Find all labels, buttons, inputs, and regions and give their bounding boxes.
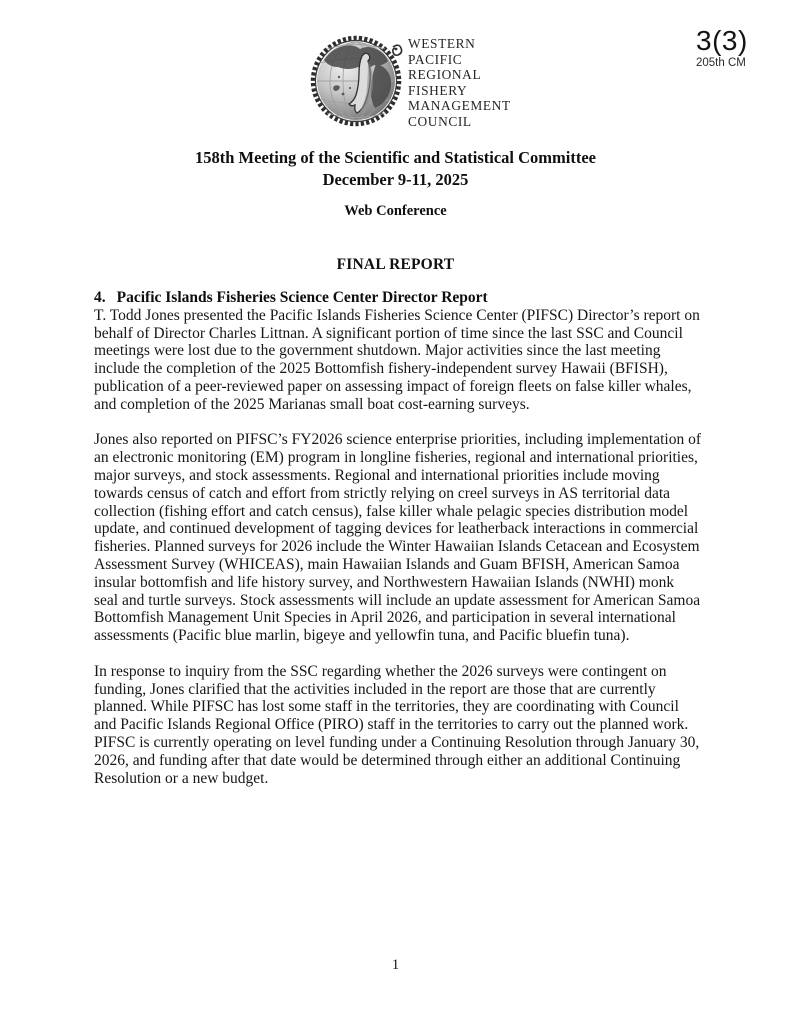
section-number: 4.: [94, 289, 106, 306]
doc-number: 3(3): [696, 25, 748, 56]
paragraph: Jones also reported on PIFSC’s FY2026 science enterprise priorities, including implementation of an electronic monitoring (EM) program in longline fisheries, regional and international priorities, major surveys, and stock assessments. Regional and international priorities include moving towards census of catch and effort from strictly relying on creel surveys in AS territorial data collection (fishing effort and catch census), false killer whale pelagic species distribution model update, and continued development of tagging devices for leatherback interactions in commercial fisheries. Planned surveys for 2026 include the Winter Hawaiian Islands Cetacean and Ecosystem Assessment Survey (WHICEAS), main Hawaiian Islands and Guam BFISH, American Samoa insular bottomfish and life history survey, and Northwestern Hawaiian Islands (NWHI) monk seal and turtle surveys. Stock assessments will include an update assessment for American Samoa Bottomfish Management Unit Species in April 2026, and participation in several international assessments (Pacific blue marlin, bigeye and yellowfin tuna, and Pacific bluefin tuna).: [94, 431, 701, 645]
org-name-line: REGIONAL: [408, 67, 482, 83]
paragraph: T. Todd Jones presented the Pacific Islands Fisheries Science Center (PIFSC) Director’s report on behalf of Director Charles Littnan. A significant portion of time since the last SSC and Council meetings were lost due to the government shutdown. Major activities since the last meeting include the completion of the 2025 Bottomfish fishery-independent survey Hawaii (BFISH), publication of a peer-reviewed paper on assessing impact of foreign fleets on false killer whales, and completion of the 2025 Marianas small boat cost-earning surveys.: [94, 306, 700, 413]
org-name-line: PACIFIC: [408, 51, 463, 67]
org-name-line: MANAGEMENT: [408, 98, 511, 114]
meeting-title-line1: 158th Meeting of the Scientific and Statistical Committee: [195, 148, 596, 167]
section-heading-text: Pacific Islands Fisheries Science Center Director Report: [116, 289, 488, 306]
section-heading: [94, 289, 702, 307]
paragraph: In response to inquiry from the SSC regarding whether the 2026 surveys were contingent on funding, Jones clarified that the activities included in the report are those that are currently planned. While PIFSC has lost some staff in the territories, they are coordinating with Council and Pacific Islands Regional Office (PIRO) staff in the territories to carry out the planned work. PIFSC is currently operating on level funding under a Continuing Resolution through January 30, 2026, and funding after that date would be determined through either an additional Continuing Resolution or a new budget.: [94, 662, 700, 787]
meeting-title: [0, 147, 791, 190]
report-label: FINAL REPORT: [336, 256, 455, 273]
globe-frigatebird-icon: [310, 30, 405, 130]
org-name-line: WESTERN: [408, 36, 476, 51]
report-body: [94, 289, 702, 805]
council-logo: [310, 30, 405, 130]
doc-subnumber: 205th CM: [696, 57, 746, 69]
page-number: 1: [391, 957, 400, 973]
meeting-title-line2: December 9-11, 2025: [322, 169, 469, 189]
org-name-line: FISHERY: [408, 82, 468, 98]
org-name-line: COUNCIL: [408, 113, 472, 129]
doc-number-block: [696, 26, 748, 70]
org-name: [408, 36, 511, 130]
venue-label: Web Conference: [344, 203, 447, 219]
